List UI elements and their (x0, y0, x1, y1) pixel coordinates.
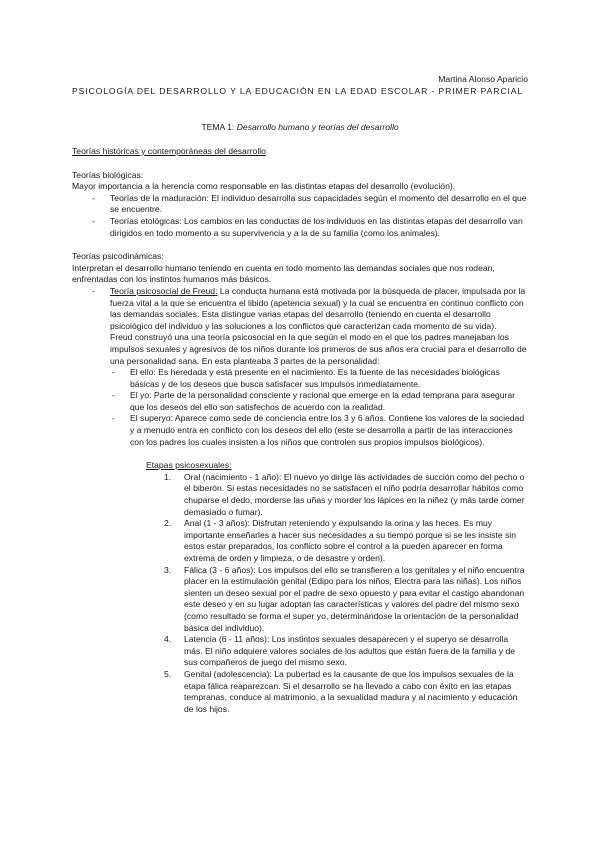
freud-text: La conducta humana está motivada por la búsqueda de placer, impulsada por la fuerza vital a la que se encuentra el libido (apetencia sexual) y la cual se encuentra en continuo conflicto con las demandas sociales. Esta distingue varias etapas del desarrollo (teniendo en cuenta el desarrollo psicológico del individuo y las soluciones a los conflictos que caracterizan cada momento de su vida). (110, 285, 526, 331)
biologicas-intro: Mayor importancia a la herencia como responsable en las distintas etapas del desarrollo (evolución). (72, 181, 456, 192)
item-number: 5. (164, 668, 172, 679)
item-number: 2. (164, 518, 172, 529)
tema-heading (0, 122, 600, 134)
list-item: - El superyo: Aparece como sede de conciencia entre los 3 y 6 años. Contiene los valores de la sociedad y a menudo entra en conflicto con los deseos del ello (este se desarrolla a partir de las interacciones con los padres los cuales insisten a los niños que controlen sus propios impulsos biológicos). (72, 413, 528, 448)
freud-title: Teoría psicosocial de Freud: (110, 285, 218, 296)
item-number: 3. (164, 564, 172, 575)
item-number: 1. (164, 471, 172, 482)
item-text: Genital (adolescencia): La pubertad es la causante de que los impulsos sexuales de la etapa fálica reaparezcan. Si el desarrollo se ha llevado a cabo con éxito en las etapas tempranas, conduce al matrimonio, a la sexualidad madura y al nacimiento y educación de los hijos. (184, 668, 518, 714)
item-text: Latencia (6 - 11 años): Los instintos sexuales desaparecen y el superyo se desarrolla más. El niño adquiere valores sociales de los adultos que están fuera de la familia y de sus compañeros de juego del mismo sexo. (184, 634, 516, 668)
list-item: - Teorías de la maduración: El individuo desarrolla sus capacidades según el momento del desarrollo en el que se encuentre. (72, 193, 528, 216)
author-name: Martina Alonso Aparicio (438, 74, 528, 84)
list-item (72, 518, 528, 564)
list-item (72, 634, 528, 669)
tema-title: Desarrollo humano y teorías del desarrollo (236, 122, 399, 132)
item-number: 4. (164, 634, 172, 645)
section-heading: Teorías históricas y contemporáneas del desarrollo (72, 146, 266, 156)
list-item (72, 472, 528, 518)
list-item (72, 286, 528, 332)
tema-label: TEMA 1: (201, 122, 235, 132)
biologicas-list (72, 193, 528, 239)
psicodinamicas-title: Teorías psicodinámicas: (72, 251, 164, 262)
list-item: - El ello: Es heredada y está presente en el nacimiento. Es la fuente de las necesidades biológicas básicas y de los deseos que busca satisfacer sus impulsos inmediatamente. (72, 367, 528, 390)
item-text: Oral (nacimiento - 1 año): El nuevo yo dirige las actividades de succión como del pecho o el biberón. Si estas necesidades no se satisfacen el niño podría desarrollar hábitos como chuparse el dedo, morderse las uñas y morder los lápices en la niñez (y más tarde comer demasiado o fumar). (184, 471, 525, 517)
list-item (72, 565, 528, 635)
item-text: Fálica (3 - 6 años): Los impulsos del ello se transfieren a los genitales y el niño encuentra placer en la estimulación genital (Edipo para los niños, Electra para las niñas). Los niños sienten un deseo sexual por el padre de sexo opuesto y para evitar el castigo abandonan este deseo y en su lugar adoptan las características y valores del padre del mismo sexo (como resultado se forma el super yo, determinándose la orientación de la personalidad básica del individuo). (184, 564, 525, 633)
psicodinamicas-list (72, 286, 528, 332)
document-body (72, 146, 528, 715)
etapas-list (72, 472, 528, 715)
list-item: - El yo: Parte de la personalidad consciente y racional que emerge en la edad temprana para asegurar que los deseos del ello son satisfechos de acuerdo con la realidad. (72, 390, 528, 413)
list-item: - Teorías etológicas: Los cambios en las conductas de los individuos en las distintas etapas del desarrollo van dirigidos en todo momento a su supervivencia y a la de su familia (como los animales). (72, 216, 528, 239)
personality-parts-list (72, 367, 528, 448)
list-item (72, 669, 528, 715)
item-text: Anal (1 - 3 años): Disfrutan reteniendo y expulsando la orina y las heces. Es muy importante enseñarles a hacer sus necesidades a su tiempo porque si se les insiste sin estos estar preparados, los conflicto sobre el control a la pueden aparecer en forma extrema de orden y limpieza, o de desastre y orden). (184, 518, 516, 563)
etapas-title: Etapas psicosexuales: (146, 460, 232, 471)
course-title: PSICOLOGÍA DEL DESARROLLO Y LA EDUCACIÓN EN LA EDAD ESCOLAR - PRIMER PARCIAL (72, 86, 524, 96)
freud-paragraph: Freud construyó una una teoría psicosocial en la que según el modo en el que los padres manejaban los impulsos sexuales y agresivos de los niños durante los primeros de sus años era crucial para el desarrollo de una personalidad sana. En esta planteaba 3 partes de la personalidad: (110, 332, 527, 366)
psicodinamicas-intro: Interpretan el desarrollo humano teniendo en cuenta en todo momento las demandas sociales que nos rodean, enfrentadas con los instintos humanos más básicos. (72, 262, 495, 285)
biologicas-title: Teorías biológicas: (72, 169, 144, 180)
